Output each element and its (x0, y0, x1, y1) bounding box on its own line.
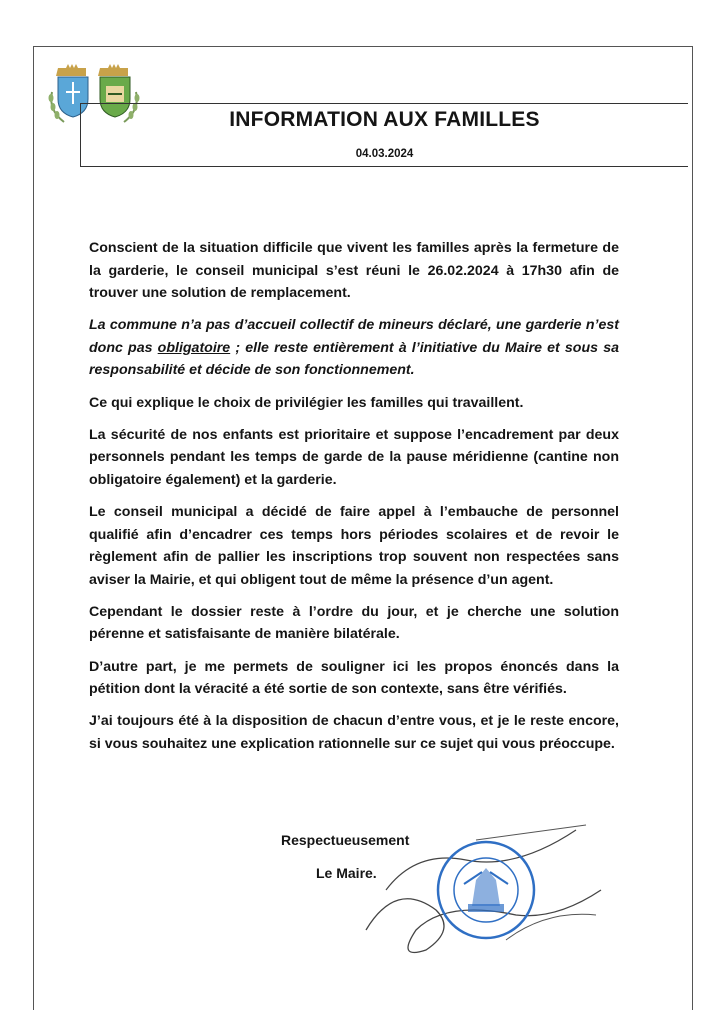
mayor-stamp-signature-icon (356, 820, 606, 960)
page-title: INFORMATION AUX FAMILLES (229, 108, 540, 131)
paragraph-8: J’ai toujours été à la disposition de chacun d’entre vous, et je le reste encore, si vous souhaitez une explication rationnelle sur ce sujet qui vous préoccupe. (89, 713, 619, 752)
paragraph-6: Cependant le dossier reste à l’ordre du jour, et je cherche une solution pérenne et satisfaisante de manière bilatérale. (89, 603, 619, 643)
paragraph-2-end: ; elle reste entièrement à l’initiative du Maire et sous sa responsabilité et décide de son fonctionnement. (89, 339, 619, 379)
paragraph-5: Le conseil municipal a décidé de faire appel à l’embauche de personnel qualifié afin d’encadrer ces temps hors périodes scolaires et de revoir le règlement afin de pallier les inscriptions trop souvent non respectées sans aviser la Mairie, et qui obligent tout de même la présence d’un agent. (89, 503, 619, 588)
paragraph-2-underlined: obligatoire (157, 339, 231, 356)
paragraph-3: Ce qui explique le choix de privilégier les familles qui travaillent. (89, 394, 524, 411)
title-box (80, 103, 688, 167)
paragraph-2 (89, 314, 619, 382)
letter-body (89, 237, 619, 765)
document-date: 04.03.2024 (355, 148, 414, 160)
paragraph-7: D’autre part, je me permets de souligner ici les propos énoncés dans la pétition dont la véracité a été sortie de son contexte, sans être vérifiés. (89, 658, 619, 698)
signatory: Le Maire. (316, 865, 377, 881)
paragraph-4: La sécurité de nos enfants est prioritaire et suppose l’encadrement par deux personnels pendant les temps de garde de la pause méridienne (cantine non obligatoire également) et la garderie. (89, 426, 619, 488)
paragraph-1: Conscient de la situation difficile que vivent les familles après la fermeture de la garderie, le conseil municipal s’est réuni le 26.02.2024 à 17h30 afin de trouver une solution de remplacement. (89, 240, 619, 302)
salutation: Respectueusement (281, 832, 410, 848)
paragraph-2-start: La commune n’a pas d’accueil collectif de mineurs déclaré, une garderie n’est donc pas (89, 317, 619, 356)
